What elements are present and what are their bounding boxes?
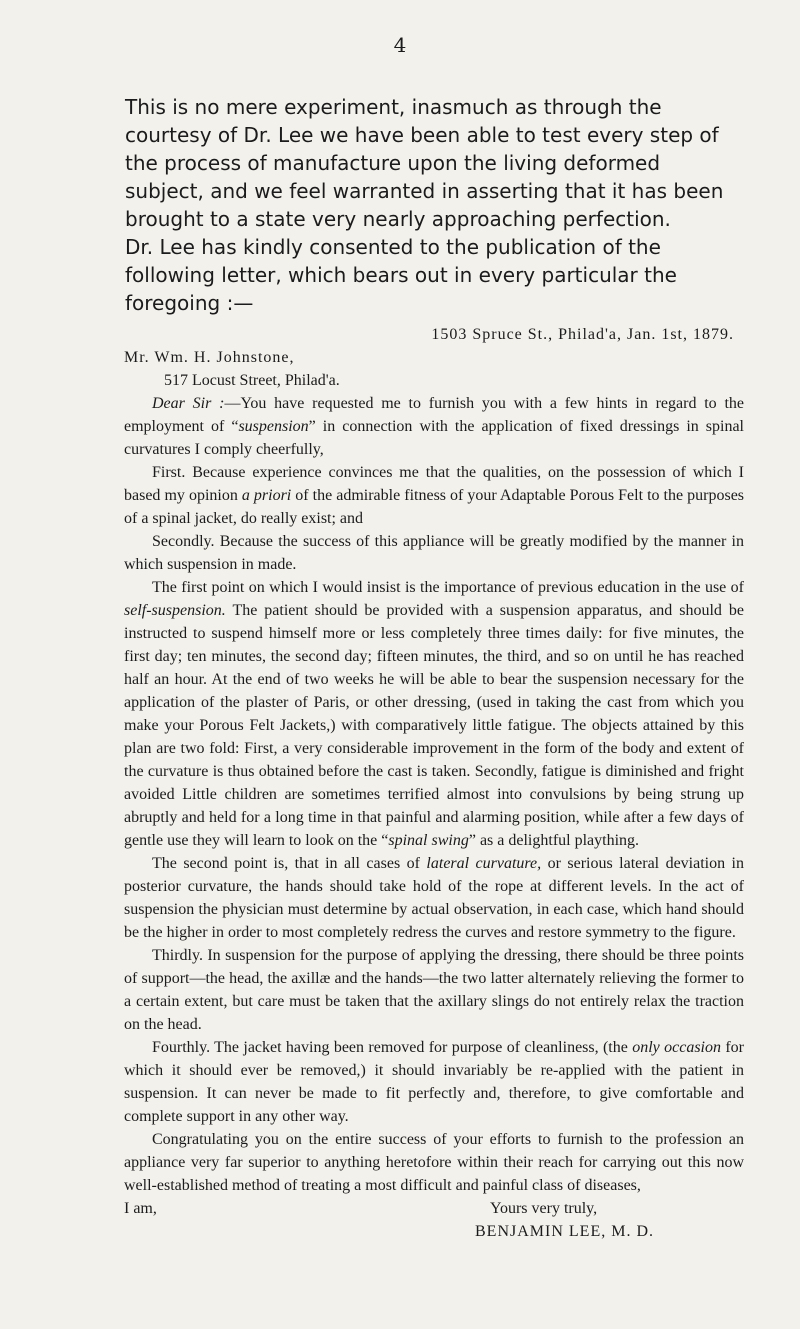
page-number: 4 [393,33,407,57]
letter-recipient-street: 517 Locust Street, Philad'a. [164,372,340,389]
letter-paragraph-4: The first point on which I would insist is the importance of previous education in the use of self-suspension. The patient should be provided with a suspension apparatus, and should be instructed to suspend himself more or less completely three times daily: for five minutes, the first day; ten minutes, the second day; fifteen minutes, the third, and so on until he has reached half an hour. At the end of two weeks he will be able to bear the suspension necessary for the application of the plaster of Paris, or other dressing, (used in taking the cast from which you make your Porous Felt Jackets,) with comparatively little fatigue. The objects attained by this plan are two fold: First, a very considerable improvement in the form of the body and extent of the curvature is thus obtained before the cast is taken. Secondly, fatigue is diminished and fright avoided Little children are sometimes terrified almost into convulsions by being strung up abruptly and held for a long time in that painful and alarming position, while after a few days of gentle use they will learn to look on the “spinal swing” as a delightful plaything. [124,579,744,849]
intro-paragraph-2: Dr. Lee has kindly consented to the publication of the following letter, which bears out in every particular the foregoing :— [125,235,677,315]
letter-paragraph-2: First. Because experience convinces me that the qualities, on the possession of which I based my opinion a priori of the admirable fitness of your Adaptable Porous Felt to the purposes of a spinal jacket, do really exist; and [124,464,745,527]
letter-paragraph-5: The second point is, that in all cases of lateral curvature, or serious lateral deviation in posterior curvature, the hands should take hold of the rope at different levels. In the act of suspension the physician must determine by actual observation, in each case, which hand should be the higher in order to most completely redress the curves and restore symmetry to the figure. [124,855,745,941]
letter-paragraph-3: Secondly. Because the success of this appliance will be greatly modified by the manner in which suspension in made. [124,533,744,573]
signature: BENJAMIN LEE, M. D. [475,1223,654,1240]
letter-paragraph-8: Congratulating you on the entire success of your efforts to furnish to the profession an appliance very far superior to anything heretofore within their reach for carrying out this now well-established method of treating a most difficult and painful class of diseases, [124,1131,744,1194]
salutation: Dear Sir : [152,395,225,412]
letter-closing [124,1197,744,1220]
letter-paragraph-7: Fourthly. The jacket having been removed for purpose of cleanliness, (the only occasion for which it should ever be removed,) it should invariably be re-applied with the patient in suspension. It can never be made to fit perfectly and, therefore, to give comfortable and complete support in any other way. [124,1039,745,1125]
letter-paragraph-6: Thirdly. In suspension for the purpose of applying the dressing, there should be three points of support—the head, the axillæ and the hands—the two latter alternately relieving the former to a certain extent, but care must be taken that the axillary slings do not entirely relax the traction on the head. [124,947,744,1033]
closing-left: I am, [124,1200,157,1217]
letter [124,323,744,1243]
letter-address: 1503 Spruce St., Philad'a, Jan. 1st, 1879. [431,326,734,343]
intro-paragraph-1: This is no mere experiment, inasmuch as through the courtesy of Dr. Lee we have been able to test every step of the process of manufacture upon the living deformed subject, and we feel warranted in asserting that it has been brought to a state very nearly approaching perfection. [125,95,724,231]
letter-paragraph-1: Dear Sir :—You have requested me to furnish you with a few hints in regard to the employment of “suspension” in connection with the application of fixed dressings in spinal curvatures I comply cheerfully, [124,395,744,458]
letter-recipient-name: Mr. Wm. H. Johnstone, [124,349,295,366]
closing-right: Yours very truly, [490,1200,598,1217]
